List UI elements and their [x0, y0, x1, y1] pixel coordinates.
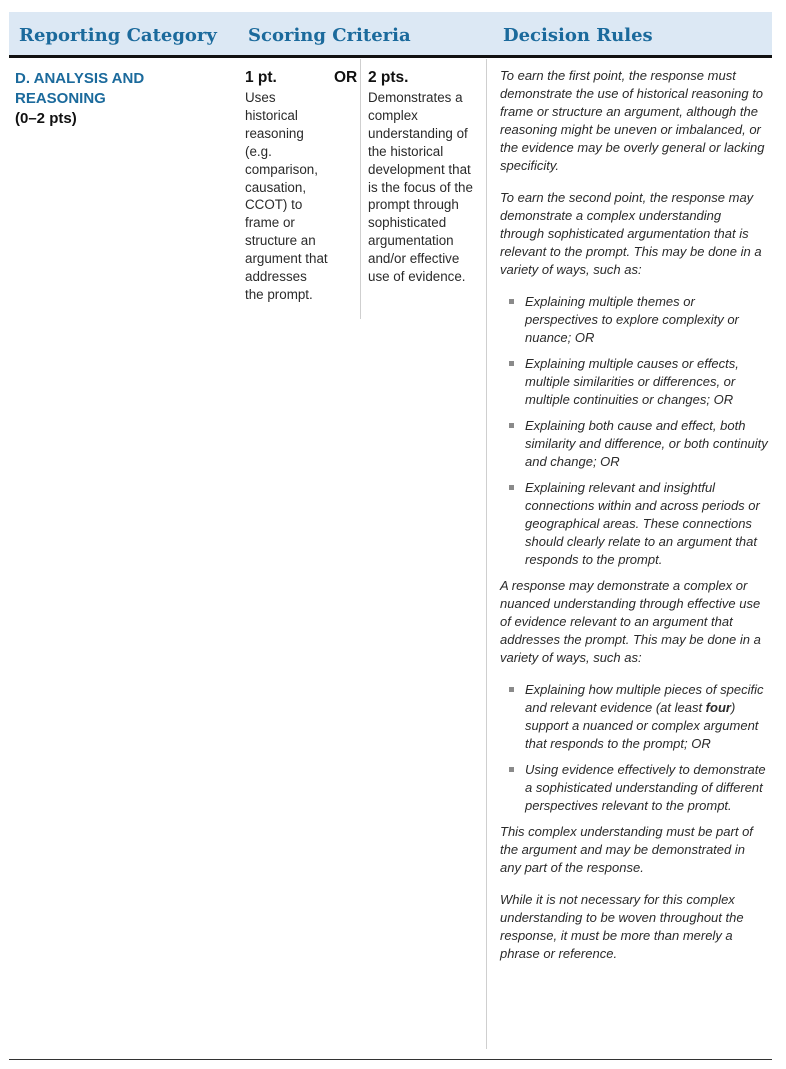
- list-item: [525, 681, 768, 753]
- list-item: [525, 417, 768, 471]
- header-decision-rules: Decision Rules: [503, 25, 653, 46]
- category-points: (0–2 pts): [15, 110, 77, 127]
- list-item: [525, 479, 768, 569]
- list-item-text: Explaining multiple themes or perspectives to explore complexity or nuance; OR: [525, 294, 739, 345]
- column-divider: [486, 59, 487, 1049]
- list-item-text: Explaining how multiple pieces of specific and relevant evidence (at least: [525, 682, 764, 715]
- reporting-category-cell: [15, 69, 215, 129]
- second-point-rule: To earn the second point, the response may demonstrate a complex understanding through sophisticated argumentation that is relevant to the prompt. This may be done in a variety of ways, such as:: [500, 190, 762, 277]
- header-reporting-category: Reporting Category: [19, 25, 217, 46]
- list-item-text: Explaining relevant and insightful connections within and across periods or geographical areas. These connections should clearly relate to an argument that responds to the prompt.: [525, 480, 760, 567]
- table-header: [9, 12, 772, 58]
- list-item: [525, 761, 768, 815]
- list-item-text: Explaining multiple causes or effects, multiple similarities or differences, or multiple continuities or changes; OR: [525, 356, 739, 407]
- bullet-icon: [509, 299, 514, 304]
- argumentation-list: [500, 293, 768, 569]
- category-title: D. ANALYSIS AND REASONING: [15, 70, 145, 107]
- bottom-rule: [9, 1059, 772, 1060]
- bullet-icon: [509, 423, 514, 428]
- list-item: [525, 355, 768, 409]
- list-item-text: ) support a nuanced or complex argument that responds to the prompt; OR: [525, 700, 759, 751]
- or-label: OR: [334, 69, 358, 86]
- woven-rule: While it is not necessary for this complex understanding to be woven throughout the response, it must be more than merely a phrase or reference.: [500, 892, 744, 961]
- bullet-icon: [509, 687, 514, 692]
- bullet-icon: [509, 767, 514, 772]
- bullet-icon: [509, 361, 514, 366]
- evidence-list: [500, 681, 768, 815]
- two-points-label: 2 pts.: [368, 69, 409, 86]
- list-item-text: Using evidence effectively to demonstrate a sophisticated understanding of different perspectives relevant to the prompt.: [525, 762, 766, 813]
- first-point-rule: To earn the first point, the response must demonstrate the use of historical reasoning to frame or structure an argument, although the reasoning might be uneven or imbalanced, or the evidence may be overly general or lacking specificity.: [500, 68, 765, 173]
- complex-understanding-rule: This complex understanding must be part of the argument and may be demonstrated in any part of the response.: [500, 824, 753, 875]
- one-point-label: 1 pt.: [245, 69, 277, 86]
- decision-rules-cell: [500, 67, 768, 977]
- column-divider: [360, 59, 361, 319]
- evidence-rule: A response may demonstrate a complex or nuanced understanding through effective use of evidence relevant to an argument that addresses the prompt. This may be done in a variety of ways, such as:: [500, 578, 761, 665]
- list-item-text: Explaining both cause and effect, both similarity and difference, or both continuity and change; OR: [525, 418, 768, 469]
- one-point-description: Uses historical reasoning (e.g. comparison, causation, CCOT) to frame or structure an argument that addresses the prompt.: [245, 90, 328, 302]
- emphasis-four: four: [705, 700, 731, 715]
- header-scoring-criteria: Scoring Criteria: [248, 25, 411, 46]
- two-points-description: Demonstrates a complex understanding of the historical development that is the focus of the prompt through sophisticated argumentation and/or effective use of evidence.: [368, 90, 473, 285]
- bullet-icon: [509, 485, 514, 490]
- list-item: [525, 293, 768, 347]
